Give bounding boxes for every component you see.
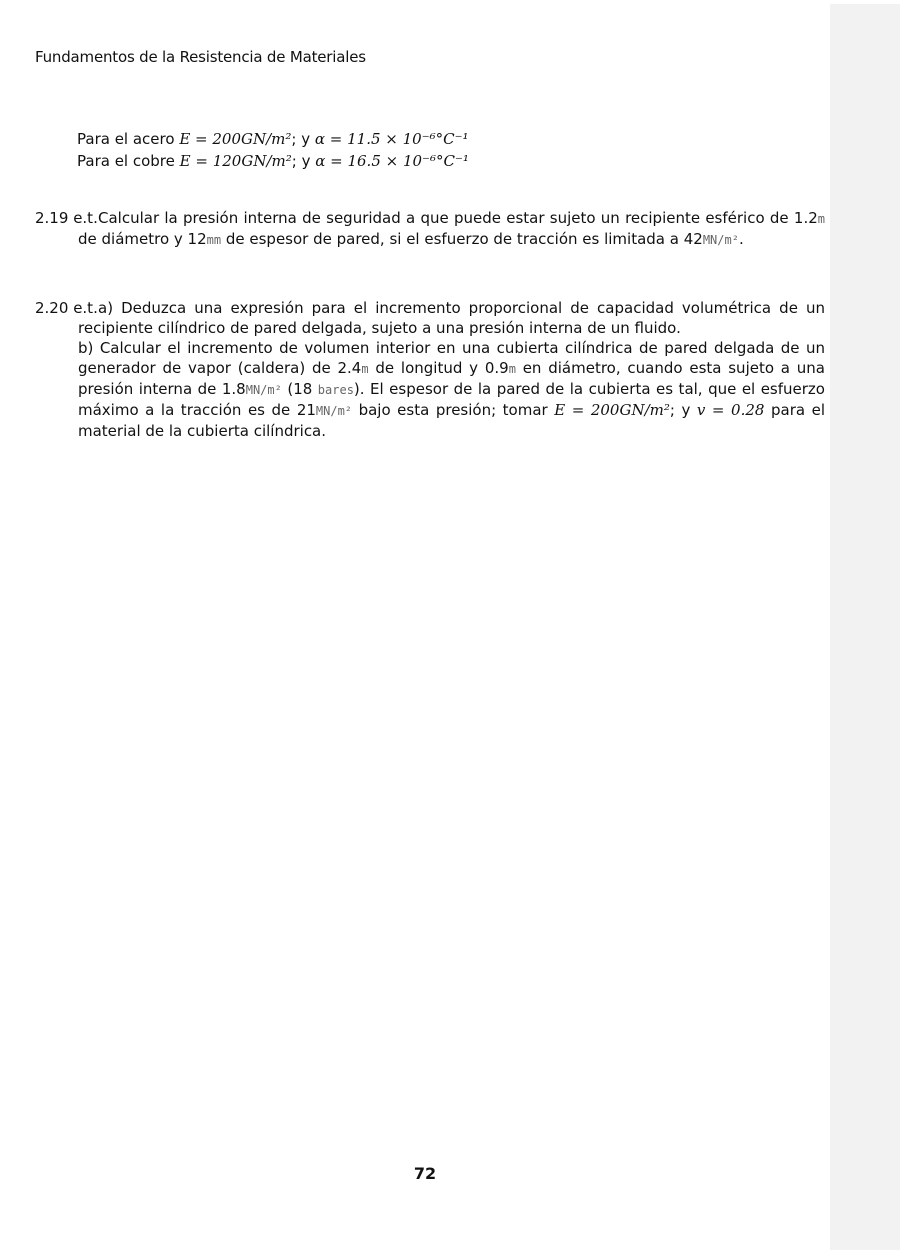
problem-2-20 [35,298,825,441]
problem-part-b: b) Calcular el incremento de volumen interior en una cubierta cilíndrica de pared delgada de un generador de vapor (caldera) de 2.4m de longitud y 0.9m en diámetro, cuando esta sujeto a una presión interna de 1.8MN/m² (18 bares). El espesor de la pared de la cubierta es tal, que el esfuerzo máximo a la tracción es de 21MN/m² bajo esta presión; tomar E = 200GN/m²; y v = 0.28 para el material de la cubierta cilíndrica. [78,339,825,440]
separator: ; y [291,130,311,148]
problem-2-19 [35,208,825,250]
material-label: Para el acero [77,130,175,148]
thermal-coefficient: α = 11.5 × 10⁻⁶°C⁻¹ [314,130,469,148]
page-margin-bar [830,4,900,1250]
page-header: Fundamentos de la Resistencia de Materiales [35,48,366,66]
page-number: 72 [413,1164,437,1183]
elastic-modulus: E = 120GN/m² [179,152,292,170]
material-label: Para el cobre [77,152,175,170]
separator: ; y [291,152,311,170]
material-copper-line [77,152,469,170]
elastic-modulus: E = 200GN/m² [179,130,292,148]
material-steel-line [77,130,469,148]
problem-text: Calcular la presión interna de seguridad a que puede estar sujeto un recipiente esférico de 1.2m de diámetro y 12mm de espesor de pared, si el esfuerzo de tracción es limitada a 42MN/m². [78,209,825,248]
problem-number: 2.20 e.t. [35,299,98,317]
thermal-coefficient: α = 16.5 × 10⁻⁶°C⁻¹ [315,152,469,170]
problem-number: 2.19 e.t. [35,209,98,227]
problem-part-a: a) Deduzca una expresión para el incremento proporcional de capacidad volumétrica de un recipiente cilíndrico de pared delgada, sujeto a una presión interna de un fluido. [78,299,825,337]
